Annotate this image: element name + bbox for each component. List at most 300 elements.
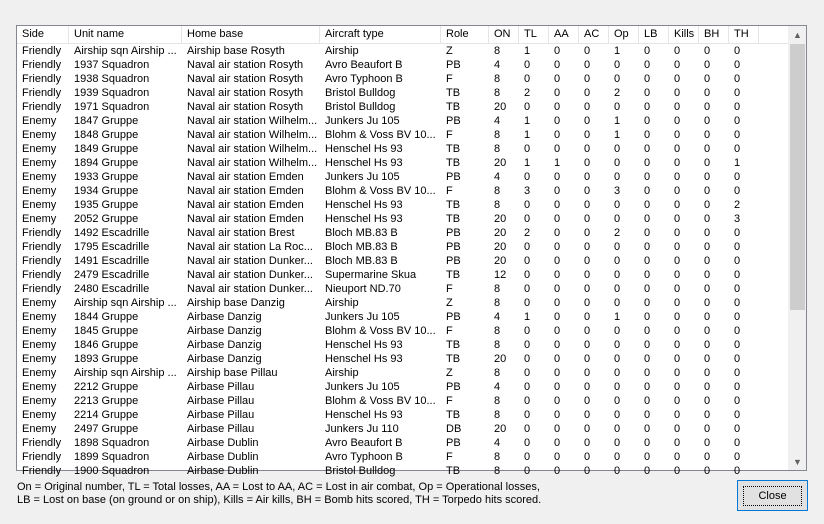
cell-th: 0 [734,353,741,365]
cell-aa: 0 [554,227,561,239]
table-row[interactable] [17,380,792,394]
cell-kills: 0 [674,325,681,337]
cell-op: 1 [614,129,621,141]
scrollbar-thumb[interactable] [790,44,805,310]
cell-bh: 0 [704,451,711,463]
cell-side: Friendly [22,227,62,239]
cell-role: TB [446,213,461,225]
cell-unit-name: 2480 Escadrille [74,283,150,295]
cell-lb: 0 [644,339,651,351]
cell-lb: 0 [644,185,651,197]
cell-kills: 0 [674,185,681,197]
cell-tl: 0 [524,339,531,351]
table-row[interactable] [17,282,792,296]
cell-unit-name: 2214 Gruppe [74,409,139,421]
close-button[interactable] [737,480,808,511]
cell-unit-name: 1492 Escadrille [74,227,150,239]
cell-ac: 0 [584,437,591,449]
table-row[interactable] [17,296,792,310]
cell-lb: 0 [644,45,651,57]
table-row[interactable] [17,394,792,408]
cell-ac: 0 [584,409,591,421]
cell-ac: 0 [584,45,591,57]
cell-on: 12 [494,269,507,281]
cell-op: 0 [614,199,621,211]
cell-bh: 0 [704,87,711,99]
cell-side: Friendly [22,437,62,449]
cell-aircraft-type: Supermarine Skua [325,269,417,281]
cell-op: 0 [614,297,621,309]
cell-home-base: Airbase Danzig [187,339,262,351]
cell-side: Friendly [22,87,62,99]
cell-unit-name: 1938 Squadron [74,73,150,85]
cell-ac: 0 [584,143,591,155]
table-row[interactable] [17,44,792,58]
cell-side: Enemy [22,157,57,169]
cell-side: Friendly [22,45,62,57]
table-row[interactable] [17,226,792,240]
cell-unit-name: 1939 Squadron [74,87,150,99]
cell-kills: 0 [674,73,681,85]
cell-kills: 0 [674,157,681,169]
table-row[interactable] [17,324,792,338]
legend-text [17,481,717,507]
cell-tl: 0 [524,241,531,253]
cell-on: 8 [494,129,501,141]
cell-home-base: Naval air station Wilhelm... [187,157,318,169]
cell-op: 0 [614,143,621,155]
cell-side: Enemy [22,339,57,351]
table-row[interactable] [17,352,792,366]
cell-home-base: Airbase Pillau [187,409,255,421]
table-row[interactable] [17,170,792,184]
cell-ac: 0 [584,129,591,141]
cell-ac: 0 [584,157,591,169]
cell-ac: 0 [584,171,591,183]
cell-tl: 2 [524,227,531,239]
cell-lb: 0 [644,297,651,309]
cell-bh: 0 [704,157,711,169]
cell-side: Enemy [22,395,57,407]
cell-op: 0 [614,325,621,337]
cell-lb: 0 [644,115,651,127]
cell-kills: 0 [674,423,681,435]
cell-th: 0 [734,143,741,155]
cell-aa: 0 [554,381,561,393]
table-row[interactable] [17,58,792,72]
cell-role: PB [446,437,461,449]
table-row[interactable] [17,422,792,436]
cell-lb: 0 [644,255,651,267]
cell-aircraft-type: Airship [325,297,359,309]
cell-unit-name: Airship sqn Airship ... [74,297,177,309]
cell-role: F [446,451,453,463]
cell-bh: 0 [704,325,711,337]
cell-op: 0 [614,283,621,295]
table-row[interactable] [17,450,792,464]
cell-tl: 1 [524,157,531,169]
table-row[interactable] [17,366,792,380]
cell-role: F [446,395,453,407]
cell-aircraft-type: Henschel Hs 93 [325,339,403,351]
cell-ac: 0 [584,381,591,393]
cell-aa: 0 [554,465,561,477]
cell-kills: 0 [674,87,681,99]
cell-aa: 0 [554,45,561,57]
cell-on: 8 [494,199,501,211]
cell-side: Friendly [22,283,62,295]
cell-ac: 0 [584,423,591,435]
cell-home-base: Naval air station Emden [187,171,304,183]
cell-op: 0 [614,423,621,435]
cell-bh: 0 [704,199,711,211]
cell-side: Friendly [22,241,62,253]
cell-th: 0 [734,325,741,337]
cell-on: 4 [494,437,501,449]
cell-home-base: Naval air station Rosyth [187,73,304,85]
cell-th: 0 [734,311,741,323]
cell-aircraft-type: Bristol Bulldog [325,101,396,113]
cell-ac: 0 [584,451,591,463]
cell-aa: 0 [554,423,561,435]
cell-kills: 0 [674,395,681,407]
cell-ac: 0 [584,115,591,127]
cell-kills: 0 [674,171,681,183]
column-header-bh[interactable]: BH [699,26,729,43]
column-header-aircraft-type[interactable]: Aircraft type [320,26,441,43]
cell-th: 0 [734,395,741,407]
cell-role: Z [446,297,453,309]
cell-op: 1 [614,311,621,323]
cell-aircraft-type: Avro Beaufort B [325,59,403,71]
cell-ac: 0 [584,101,591,113]
cell-lb: 0 [644,213,651,225]
column-header-unit-name[interactable]: Unit name [69,26,182,43]
cell-home-base: Naval air station Rosyth [187,101,304,113]
cell-unit-name: 1848 Gruppe [74,129,139,141]
cell-role: PB [446,311,461,323]
cell-aircraft-type: Junkers Ju 110 [325,423,399,435]
cell-bh: 0 [704,227,711,239]
scroll-down-icon[interactable]: ▼ [793,456,802,467]
cell-aircraft-type: Avro Typhoon B [325,73,403,85]
cell-op: 0 [614,213,621,225]
cell-kills: 0 [674,45,681,57]
cell-tl: 1 [524,129,531,141]
cell-aa: 0 [554,339,561,351]
cell-tl: 0 [524,213,531,225]
table-row[interactable] [17,254,792,268]
cell-home-base: Airship base Pillau [187,367,278,379]
cell-th: 3 [734,213,741,225]
cell-bh: 0 [704,297,711,309]
cell-th: 0 [734,283,741,295]
cell-on: 20 [494,241,507,253]
close-button-label: Close [743,486,801,506]
cell-on: 8 [494,367,501,379]
cell-kills: 0 [674,269,681,281]
cell-kills: 0 [674,115,681,127]
cell-kills: 0 [674,227,681,239]
cell-aircraft-type: Blohm & Voss BV 10... [325,395,436,407]
cell-home-base: Naval air station Dunker... [187,283,313,295]
cell-side: Friendly [22,255,62,267]
cell-th: 0 [734,423,741,435]
cell-bh: 0 [704,311,711,323]
cell-on: 8 [494,395,501,407]
column-header-lb[interactable]: LB [639,26,669,43]
cell-role: PB [446,171,461,183]
cell-aircraft-type: Avro Typhoon B [325,451,403,463]
cell-unit-name: Airship sqn Airship ... [74,367,177,379]
cell-aa: 0 [554,311,561,323]
cell-role: F [446,283,453,295]
cell-bh: 0 [704,409,711,421]
cell-tl: 0 [524,409,531,421]
cell-tl: 0 [524,451,531,463]
cell-aa: 0 [554,101,561,113]
cell-bh: 0 [704,283,711,295]
cell-op: 0 [614,255,621,267]
cell-kills: 0 [674,465,681,477]
cell-lb: 0 [644,73,651,85]
cell-on: 8 [494,73,501,85]
cell-op: 0 [614,171,621,183]
cell-tl: 0 [524,59,531,71]
cell-tl: 0 [524,423,531,435]
table-row[interactable] [17,100,792,114]
cell-bh: 0 [704,143,711,155]
cell-th: 0 [734,227,741,239]
cell-tl: 0 [524,381,531,393]
table-row[interactable] [17,464,792,478]
cell-aircraft-type: Junkers Ju 105 [325,311,400,323]
column-header-ac[interactable]: AC [579,26,609,43]
cell-unit-name: 2052 Gruppe [74,213,139,225]
cell-bh: 0 [704,101,711,113]
cell-lb: 0 [644,451,651,463]
cell-unit-name: 1795 Escadrille [74,241,150,253]
cell-role: TB [446,87,461,99]
column-header-tl[interactable]: TL [519,26,549,43]
cell-th: 0 [734,465,741,477]
table-row[interactable] [17,436,792,450]
cell-role: PB [446,241,461,253]
cell-unit-name: Airship sqn Airship ... [74,45,177,57]
cell-side: Enemy [22,143,57,155]
cell-lb: 0 [644,157,651,169]
air-units-list[interactable] [16,25,807,477]
column-header-aa[interactable]: AA [549,26,579,43]
cell-kills: 0 [674,129,681,141]
table-row[interactable] [17,198,792,212]
vertical-scrollbar[interactable] [788,26,806,470]
cell-tl: 0 [524,367,531,379]
cell-tl: 0 [524,283,531,295]
cell-role: F [446,73,453,85]
cell-aircraft-type: Bloch MB.83 B [325,241,398,253]
cell-lb: 0 [644,437,651,449]
legend-line-2: LB = Lost on base (on ground or on ship), Kills = Air kills, BH = Bomb hits scored, TH = Torpedo hits scored. [17,494,542,506]
cell-tl: 2 [524,87,531,99]
cell-role: DB [446,423,462,435]
cell-bh: 0 [704,437,711,449]
column-header-th[interactable]: TH [729,26,759,43]
cell-role: TB [446,465,461,477]
cell-aa: 0 [554,395,561,407]
cell-tl: 1 [524,311,531,323]
cell-aa: 0 [554,59,561,71]
cell-aa: 0 [554,143,561,155]
cell-op: 0 [614,101,621,113]
cell-th: 0 [734,255,741,267]
cell-home-base: Naval air station Dunker... [187,269,313,281]
cell-ac: 0 [584,213,591,225]
column-header-op[interactable]: Op [609,26,639,43]
cell-role: PB [446,59,461,71]
cell-side: Enemy [22,199,57,211]
cell-tl: 0 [524,73,531,85]
cell-aa: 0 [554,87,561,99]
cell-tl: 0 [524,171,531,183]
cell-ac: 0 [584,465,591,477]
table-row[interactable] [17,184,792,198]
cell-on: 8 [494,297,501,309]
cell-unit-name: 1894 Gruppe [74,157,139,169]
cell-kills: 0 [674,59,681,71]
table-row[interactable] [17,142,792,156]
cell-home-base: Airbase Dublin [187,465,259,477]
cell-lb: 0 [644,465,651,477]
cell-kills: 0 [674,213,681,225]
cell-aa: 0 [554,129,561,141]
cell-th: 0 [734,297,741,309]
cell-role: TB [446,199,461,211]
cell-aircraft-type: Bloch MB.83 B [325,255,398,267]
cell-aa: 0 [554,269,561,281]
scroll-up-icon[interactable]: ▲ [793,29,802,40]
cell-unit-name: 1898 Squadron [74,437,150,449]
cell-bh: 0 [704,353,711,365]
cell-role: Z [446,367,453,379]
cell-side: Enemy [22,115,57,127]
table-row[interactable] [17,212,792,226]
list-body [17,44,792,477]
cell-th: 0 [734,185,741,197]
column-header-side[interactable]: Side [17,26,69,43]
cell-on: 4 [494,115,501,127]
cell-op: 0 [614,395,621,407]
cell-op: 0 [614,157,621,169]
column-header-role[interactable]: Role [441,26,489,43]
cell-ac: 0 [584,255,591,267]
cell-unit-name: 1849 Gruppe [74,143,139,155]
cell-unit-name: 2497 Gruppe [74,423,139,435]
table-row[interactable] [17,86,792,100]
cell-lb: 0 [644,325,651,337]
cell-op: 0 [614,465,621,477]
cell-kills: 0 [674,143,681,155]
table-row[interactable] [17,114,792,128]
cell-unit-name: 1933 Gruppe [74,171,139,183]
cell-unit-name: 1934 Gruppe [74,185,139,197]
cell-home-base: Airship base Rosyth [187,45,285,57]
cell-tl: 0 [524,143,531,155]
cell-ac: 0 [584,339,591,351]
cell-lb: 0 [644,129,651,141]
cell-unit-name: 1893 Gruppe [74,353,139,365]
cell-lb: 0 [644,241,651,253]
column-header-kills[interactable]: Kills [669,26,699,43]
cell-op: 2 [614,87,621,99]
table-row[interactable] [17,338,792,352]
cell-bh: 0 [704,59,711,71]
cell-lb: 0 [644,423,651,435]
cell-tl: 0 [524,395,531,407]
cell-tl: 1 [524,115,531,127]
cell-bh: 0 [704,423,711,435]
cell-ac: 0 [584,353,591,365]
cell-aircraft-type: Blohm & Voss BV 10... [325,325,436,337]
cell-th: 0 [734,437,741,449]
cell-bh: 0 [704,339,711,351]
cell-aa: 0 [554,437,561,449]
cell-ac: 0 [584,311,591,323]
column-header-on[interactable]: ON [489,26,519,43]
cell-kills: 0 [674,437,681,449]
table-row[interactable] [17,72,792,86]
cell-unit-name: 1900 Squadron [74,465,150,477]
table-row[interactable] [17,268,792,282]
cell-aa: 0 [554,283,561,295]
table-row[interactable] [17,310,792,324]
cell-kills: 0 [674,381,681,393]
cell-aa: 1 [554,157,561,169]
cell-unit-name: 1899 Squadron [74,451,150,463]
cell-aa: 0 [554,409,561,421]
cell-aircraft-type: Henschel Hs 93 [325,143,403,155]
cell-th: 0 [734,73,741,85]
legend-line-1: On = Original number, TL = Total losses, AA = Lost to AA, AC = Lost in air combat, Op = Operational losses, [17,481,540,493]
cell-aircraft-type: Henschel Hs 93 [325,199,403,211]
cell-unit-name: 2212 Gruppe [74,381,139,393]
cell-home-base: Airbase Danzig [187,311,262,323]
cell-aircraft-type: Junkers Ju 105 [325,381,400,393]
table-row[interactable] [17,128,792,142]
cell-home-base: Naval air station Dunker... [187,255,313,267]
cell-bh: 0 [704,395,711,407]
table-row[interactable] [17,240,792,254]
cell-ac: 0 [584,241,591,253]
cell-lb: 0 [644,381,651,393]
cell-kills: 0 [674,241,681,253]
cell-kills: 0 [674,367,681,379]
cell-on: 4 [494,171,501,183]
cell-lb: 0 [644,87,651,99]
column-header-home-base[interactable]: Home base [182,26,320,43]
cell-side: Enemy [22,311,57,323]
cell-home-base: Airbase Dublin [187,451,259,463]
cell-unit-name: 1847 Gruppe [74,115,139,127]
cell-ac: 0 [584,199,591,211]
cell-ac: 0 [584,325,591,337]
cell-lb: 0 [644,367,651,379]
table-row[interactable] [17,408,792,422]
cell-kills: 0 [674,353,681,365]
table-row[interactable] [17,156,792,170]
cell-role: TB [446,101,461,113]
cell-op: 0 [614,367,621,379]
